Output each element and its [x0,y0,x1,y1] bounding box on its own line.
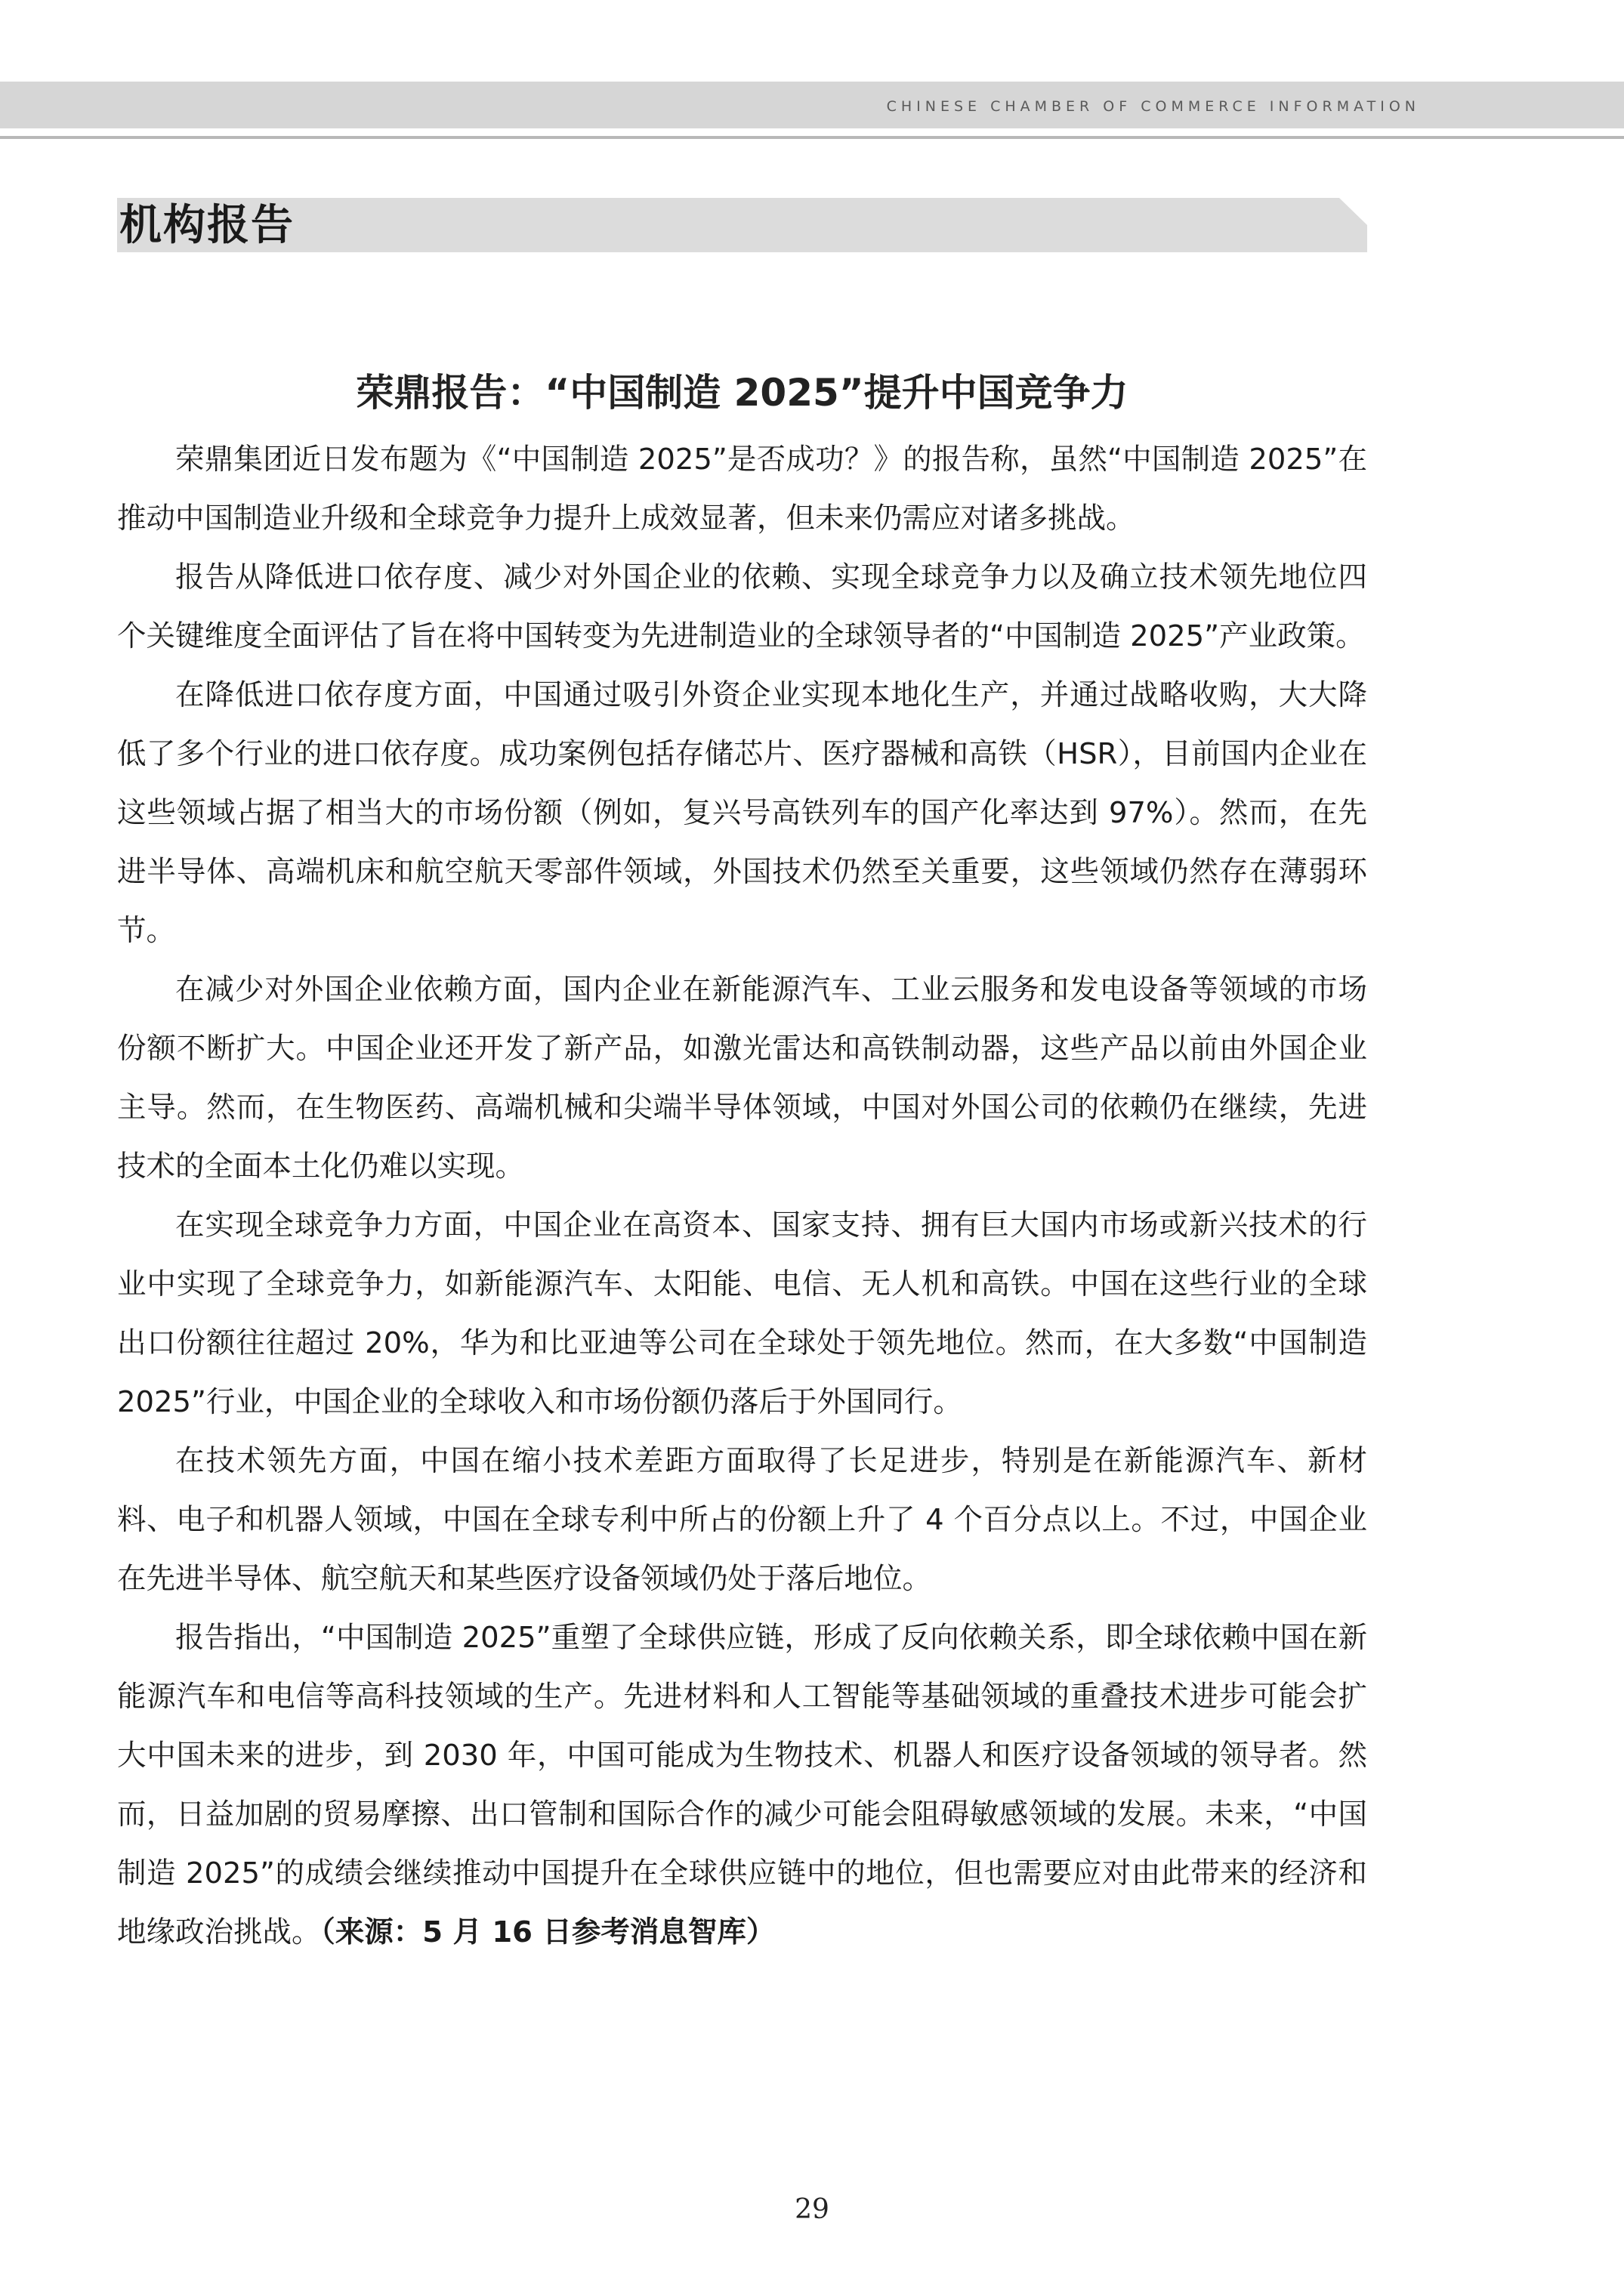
section-banner [117,198,1367,252]
paragraph-6: 在技术领先方面，中国在缩小技术差距方面取得了长足进步，特别是在新能源汽车、新材料、电子和机器人领域，中国在全球专利中所占的份额上升了 4 个百分点以上。不过，中国企业在先进半导体、航空航天和某些医疗设备领域仍处于落后地位。 [117,1444,1367,1596]
article-title: 荣鼎报告：“中国制造 2025”提升中国竞争力 [356,370,1128,415]
paragraph-7 [117,1609,1367,1962]
paragraph-3: 在降低进口依存度方面，中国通过吸引外资企业实现本地化生产，并通过战略收购，大大降低了多个行业的进口依存度。成功案例包括存储芯片、医疗器械和高铁（HSR），目前国内企业在这些领域占据了相当大的市场份额（例如，复兴号高铁列车的国产化率达到 97%）。然而，在先进半导体、高端机床和航空航天零部件领域，外国技术仍然至关重要，这些领域仍然存在薄弱环节。 [117,678,1367,948]
paragraph-1: 荣鼎集团近日发布题为《“中国制造 2025”是否成功？》的报告称，虽然“中国制造 2025”在推动中国制造业升级和全球竞争力提升上成效显著，但未来仍需应对诸多挑战。 [117,443,1367,535]
paragraph-5: 在实现全球竞争力方面，中国企业在高资本、国家支持、拥有巨大国内市场或新兴技术的行业中实现了全球竞争力，如新能源汽车、太阳能、电信、无人机和高铁。中国在这些行业的全球出口份额往往超过 20%，华为和比亚迪等公司在全球处于领先地位。然而，在大多数“中国制造 2025”行业，中国企业的全球收入和市场份额仍落后于外国同行。 [117,1208,1367,1419]
source-citation: （来源：5 月 16 日参考消息智库） [320,1915,776,1949]
article-body [117,431,1367,1962]
paragraph-2: 报告从降低进口依存度、减少对外国企业的依赖、实现全球竞争力以及确立技术领先地位四个关键维度全面评估了旨在将中国转变为先进制造业的全球领导者的“中国制造 2025”产业政策。 [117,560,1367,653]
header-rule [0,136,1624,139]
running-header-title: CHINESE CHAMBER OF COMMERCE INFORMATION [886,98,1420,115]
paragraph-7-text: 报告指出，“中国制造 2025”重塑了全球供应链，形成了反向依赖关系，即全球依赖中国在新能源汽车和电信等高科技领域的生产。先进材料和人工智能等基础领域的重叠技术进步可能会扩大中国未来的进步，到 2030 年，中国可能成为生物技术、机器人和医疗设备领域的领导者。然而，日益加剧的贸易摩擦、出口管制和国际合作的减少可能会阻碍敏感领域的发展。未来，“中国制造 2025”的成绩会继续推动中国提升在全球供应链中的地位，但也需要应对由此带来的经济和地缘政治挑战。 [117,1621,1367,1949]
paragraph-4: 在减少对外国企业依赖方面，国内企业在新能源汽车、工业云服务和发电设备等领域的市场份额不断扩大。中国企业还开发了新产品，如激光雷达和高铁制动器，这些产品以前由外国企业主导。然而，在生物医药、高端机械和尖端半导体领域，中国对外国公司的依赖仍在继续，先进技术的全面本土化仍难以实现。 [117,973,1367,1184]
page-number: 29 [795,2194,829,2225]
section-title: 机构报告 [119,200,295,250]
